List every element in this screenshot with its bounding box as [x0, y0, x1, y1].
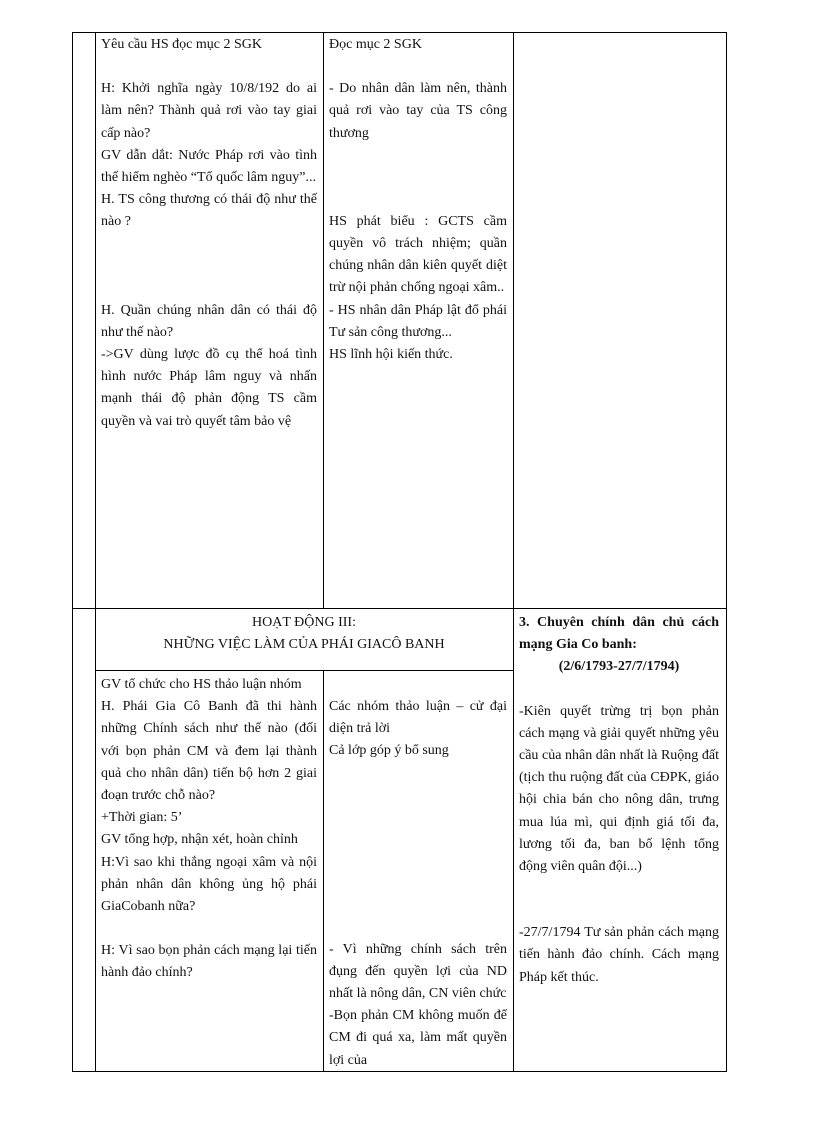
spacer	[329, 189, 507, 211]
spacer	[329, 785, 507, 807]
teacher-line: GV dẫn dắt: Nước Pháp rơi vào tình thế hiểm nghèo “Tổ quốc lâm nguy”...	[101, 147, 317, 186]
teacher-line: +Thời gian: 5’	[101, 810, 183, 826]
student-line: Đọc mục 2 SGK	[329, 37, 422, 52]
table-left-border	[72, 32, 73, 1072]
table-right-border	[726, 32, 727, 1072]
teacher-question: H. Phái Gia Cô Banh đã thi hành những Chính sách như thế nào (đối với bọn phản CM và đem lại thành quả cho nhân dân) tiến bộ hơn 2 giai đoạn trước chỗ nào?	[101, 699, 317, 804]
teacher-question: H. TS công thương có thái độ như thế nào ?	[101, 192, 317, 230]
student-activity-cell-a	[329, 34, 507, 366]
teacher-student-divider-bottom	[323, 670, 324, 1071]
student-line: Cả lớp góp ý bổ sung	[329, 743, 449, 759]
spacer	[519, 679, 719, 701]
spacer	[329, 873, 507, 895]
spacer	[519, 900, 719, 922]
student-answer: Các nhóm thảo luận – cử đại diện trả lời	[329, 699, 507, 737]
spacer	[329, 763, 507, 785]
knowledge-heading: 3. Chuyên chính dân chủ cách mạng Gia Co banh:	[519, 615, 719, 653]
spacer	[329, 145, 507, 167]
spacer	[329, 851, 507, 873]
spacer	[519, 878, 719, 900]
teacher-line: GV tổ chức cho HS thảo luận nhóm	[101, 677, 302, 692]
spacer	[101, 256, 317, 278]
spacer	[329, 167, 507, 189]
student-answer: -Bọn phản CM không muốn để CM đi quá xa, làm mất quyền lợi của	[329, 1008, 507, 1068]
knowledge-cell	[519, 612, 719, 989]
student-answer: - HS nhân dân Pháp lật đổ phái Tư sản công thương...	[329, 302, 507, 340]
activity-subtitle: NHỮNG VIỆC LÀM CỦA PHÁI GIACÔ BANH	[163, 637, 445, 653]
teacher-activity-cell-b	[101, 674, 317, 985]
teacher-line: ->GV dùng lược đồ cụ thể hoá tình hình nước Pháp lâm nguy và nhấn mạnh thái độ phản động TS cầm quyền và vai trò quyết tâm bảo vệ	[101, 347, 317, 429]
knowledge-point: -Kiên quyết trừng trị bọn phản cách mạng và giải quyết những yêu cầu của nhân dân nhất là Ruộng đất (tịch thu ruộng đất của CĐPK, giáo hội chia bán cho nông dân, trưng mua lúa mì, qui định giá tối đa, lương tối đa, ban bố lệnh tổng động viên quân đội...)	[519, 703, 719, 875]
table-top-border	[72, 32, 727, 33]
activity-header-divider	[95, 670, 513, 671]
student-line: HS lĩnh hội kiến thức.	[329, 347, 453, 363]
student-answer: - Vì những chính sách trên đụng đến quyền lợi của ND nhất là nông dân, CN viên chức	[329, 941, 507, 1002]
teacher-line: Yêu cầu HS đọc mục 2 SGK	[101, 37, 262, 52]
spacer	[329, 56, 507, 78]
activity-header	[96, 612, 512, 656]
spacer	[101, 56, 317, 78]
teacher-line: GV tổng hợp, nhận xét, hoàn chỉnh	[101, 832, 298, 848]
student-answer: HS phát biểu : GCTS cầm quyền vô trách nhiệm; quần chúng nhân dân kiên quyết diệt trừ nội phản chống ngoại xâm..	[329, 213, 507, 296]
spacer	[329, 674, 507, 696]
activity-title: HOẠT ĐỘNG III:	[252, 615, 356, 630]
student-activity-cell-b	[329, 674, 507, 1072]
teacher-student-divider-top	[323, 32, 324, 608]
spacer	[329, 895, 507, 917]
teacher-question: H. Quần chúng nhân dân có thái độ như thế nào?	[101, 302, 317, 340]
spacer	[329, 829, 507, 851]
spacer	[329, 917, 507, 939]
student-knowledge-divider	[513, 32, 514, 1072]
margin-column-divider	[95, 32, 96, 1072]
teacher-question: H: Khởi nghĩa ngày 10/8/192 do ai làm nên? Thành quả rơi vào tay giai cấp nào?	[101, 81, 317, 141]
teacher-activity-cell-a	[101, 34, 317, 433]
spacer	[101, 234, 317, 256]
knowledge-point: -27/7/1794 Tư sản phản cách mạng tiến hành đảo chính. Cách mạng Pháp kết thúc.	[519, 925, 719, 985]
teacher-question: H: Vì sao bọn phản cách mạng lại tiến hành đảo chính?	[101, 943, 317, 981]
spacer	[101, 918, 317, 940]
teacher-question: H:Vì sao khi thắng ngoại xâm và nội phản nhân dân không ủng hộ phái GiaCobanh nữa?	[101, 854, 317, 915]
table-row-divider	[72, 608, 727, 609]
knowledge-dates: (2/6/1793-27/7/1794)	[558, 659, 680, 675]
spacer	[329, 807, 507, 829]
spacer	[101, 278, 317, 300]
student-answer: - Do nhân dân làm nên, thành quả rơi vào tay của TS công thương	[329, 81, 507, 141]
